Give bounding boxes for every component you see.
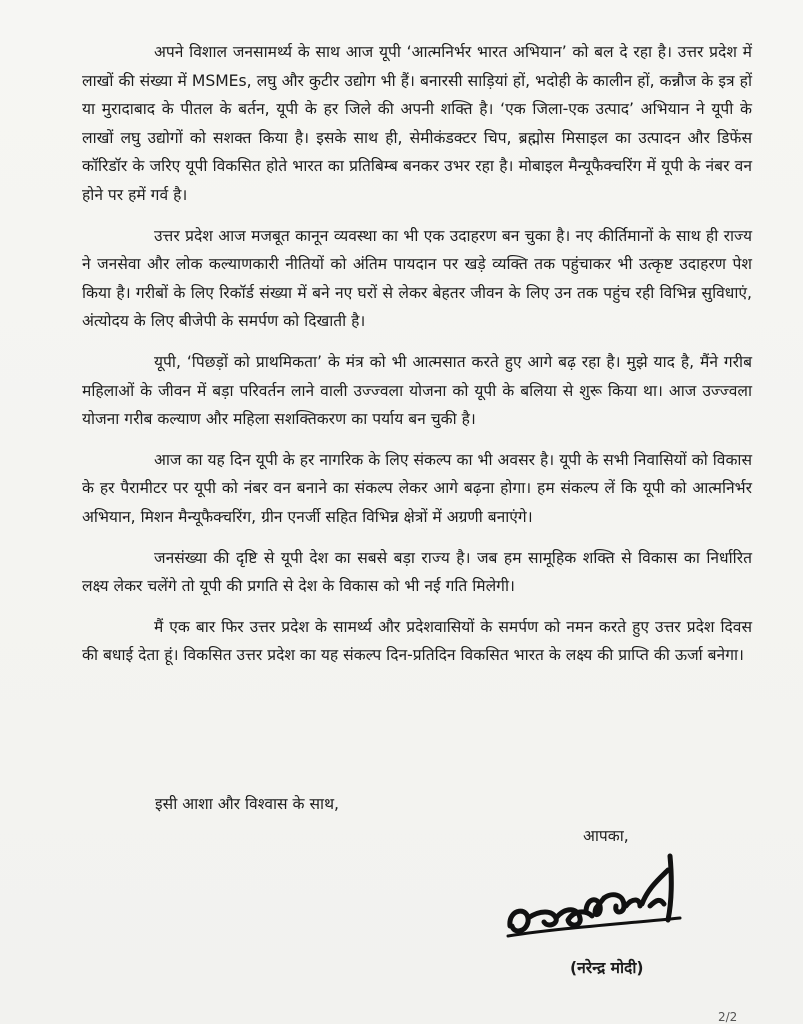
paragraph-5: जनसंख्या की दृष्टि से यूपी देश का सबसे बड़ा राज्य है। जब हम सामूहिक शक्ति से विकास का निर्धारित लक्ष्य लेकर चलेंगे तो यूपी की प्रगति से देश के विकास को भी नई गति मिलेगी।: [82, 548, 752, 596]
letter-body: [82, 38, 752, 682]
paragraph-3: यूपी, ‘पिछड़ों को प्राथमिकता’ के मंत्र को भी आत्मसात करते हुए आगे बढ़ रहा है। मुझे याद है, मैंने गरीब महिलाओं के जीवन में बड़ा परिवर्तन लाने वाली उज्ज्वला योजना को यूपी के बलिया से शुरू किया था। आज उज्ज्वला योजना गरीब कल्याण और महिला सशक्तिकरण का पर्याय बन चुकी है।: [82, 352, 752, 429]
paragraph-2: उत्तर प्रदेश आज मजबूत कानून व्यवस्था का भी एक उदाहरण बन चुका है। नए कीर्तिमानों के साथ ही राज्य ने जनसेवा और लोक कल्याणकारी नीतियों को अंतिम पायदान पर खड़े व्यक्ति तक पहुंचाकर भी उत्कृष्ट उदाहरण पेश किया है। गरीबों के लिए रिकॉर्ड संख्या में बने नए घरों से लेकर बेहतर जीवन के लिए उन तक पहुंच रही विभिन्न सुविधाएं, अंत्योदय के लिए बीजेपी के समर्पण को दिखाती है।: [82, 226, 752, 331]
sign-off: आपका,: [583, 827, 629, 845]
signature-image: [500, 848, 690, 948]
page-number: 2/2: [718, 1010, 738, 1024]
paragraph-6: मैं एक बार फिर उत्तर प्रदेश के सामर्थ्य और प्रदेशवासियों के समर्पण को नमन करते हुए उत्तर प्रदेश दिवस की बधाई देता हूं। विकसित उत्तर प्रदेश का यह संकल्प दिन-प्रतिदिन विकसित भारत के लक्ष्य की प्राप्ति की ऊर्जा बनेगा।: [82, 617, 752, 665]
paragraph-1: अपने विशाल जनसामर्थ्य के साथ आज यूपी ‘आत्मनिर्भर भारत अभियान’ को बल दे रहा है। उत्तर प्रदेश में लाखों की संख्या में MSMEs, लघु और कुटीर उद्योग भी हैं। बनारसी साड़ियां हों, भदोही के कालीन हों, कन्नौज के इत्र हों या मुरादाबाद के पीतल के बर्तन, यूपी के हर जिले की अपनी शक्ति है। ‘एक जिला-एक उत्पाद’ अभियान ने यूपी के लाखों लघु उद्योगों को सशक्त किया है। इसके साथ ही, सेमीकंडक्टर चिप, ब्रह्मोस मिसाइल का उत्पादन और डिफेंस कॉरिडॉर के जरिए यूपी विकसित होते भारत का प्रतिबिम्ब बनकर उभर रहा है। मोबाइल मैन्यूफैक्चरिंग में यूपी के नंबर वन होने पर हमें गर्व है।: [82, 43, 752, 204]
closing-line: इसी आशा और विश्वास के साथ,: [155, 795, 339, 813]
paragraph-4: आज का यह दिन यूपी के हर नागरिक के लिए संकल्प का भी अवसर है। यूपी के सभी निवासियों को विकास के हर पैरामीटर पर यूपी को नंबर वन बनाने का संकल्प लेकर आगे बढ़ना होगा। हम संकल्प लें कि यूपी को आत्मनिर्भर अभियान, मिशन मैन्यूफैक्चरिंग, ग्रीन एनर्जी सहित विभिन्न क्षेत्रों में अग्रणी बनाएंगे।: [82, 450, 752, 526]
signatory-name: (नरेन्द्र मोदी): [570, 959, 644, 977]
